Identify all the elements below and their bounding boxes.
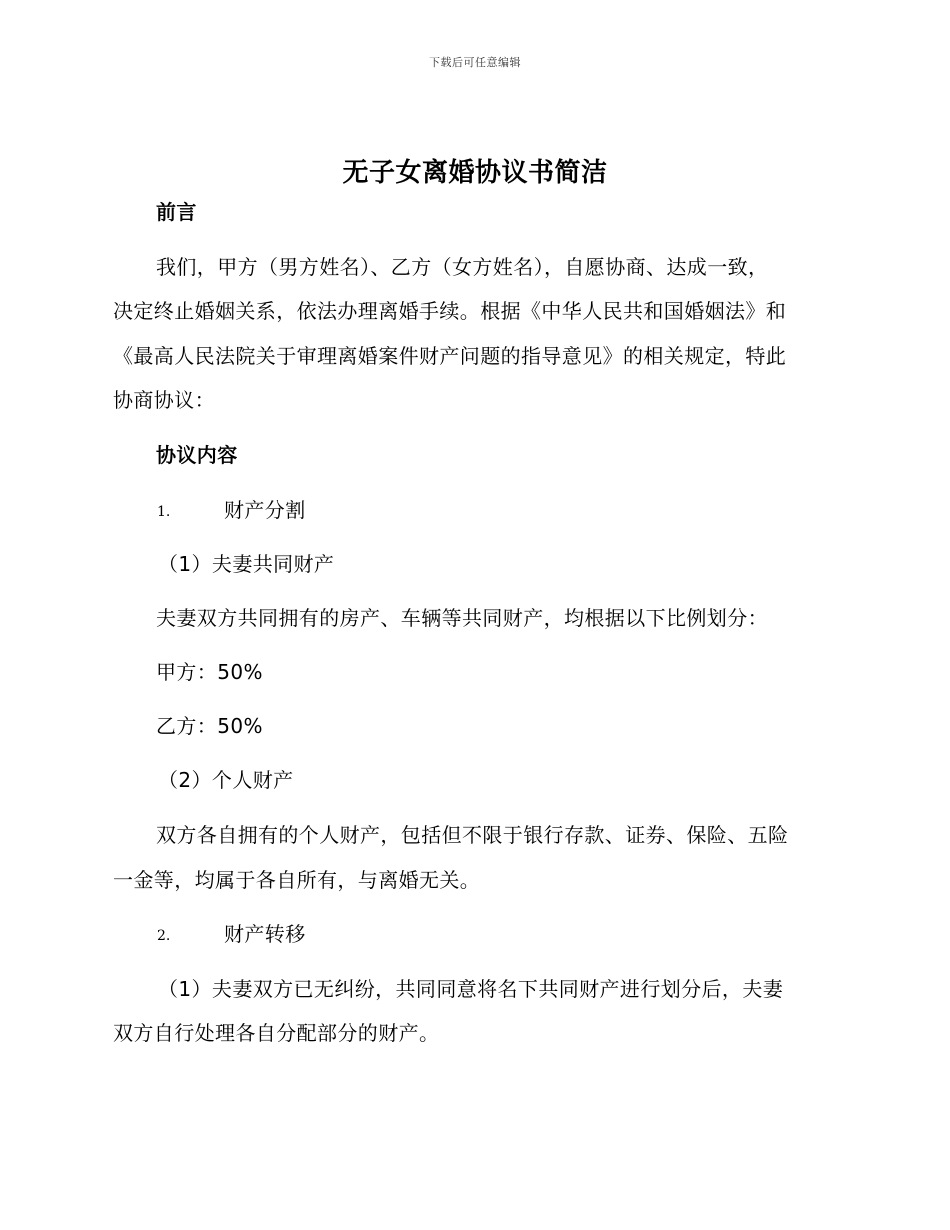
party-b-share: 乙方：50%: [156, 714, 263, 738]
preface-line-4: 协商协议：: [113, 388, 215, 412]
content-heading: 协议内容: [156, 443, 238, 467]
section-1-sub2-line-1: 双方各自拥有的个人财产，包括但不限于银行存款、证券、保险、五险: [156, 823, 789, 847]
section-2-sub1-line-2: 双方自行处理各自分配部分的财产。: [113, 1021, 440, 1045]
section-1-sub2-line-2: 一金等，均属于各自所有，与离婚无关。: [113, 868, 481, 892]
section-1-number: 1.: [157, 504, 171, 520]
party-a-share: 甲方：50%: [156, 660, 263, 684]
section-2-sub1-line-1: （1）夫妻双方已无纠纷，共同同意将名下共同财产进行划分后，夫妻: [158, 977, 784, 1001]
preface-line-3: 《最高人民法院关于审理离婚案件财产问题的指导意见》的相关规定，特此: [113, 344, 787, 368]
section-1-sub2-title: （2）个人财产: [158, 768, 294, 792]
preface-line-2: 决定终止婚姻关系，依法办理离婚手续。根据《中华人民共和国婚姻法》和: [113, 299, 787, 323]
section-2-number: 2.: [157, 928, 171, 944]
section-1-label: 财产分割: [224, 498, 306, 522]
preface-line-1: 我们，甲方（男方姓名）、乙方（女方姓名），自愿协商、达成一致，: [156, 255, 769, 279]
section-2-label: 财产转移: [224, 922, 306, 946]
page-header: 下载后可任意编辑: [429, 56, 521, 69]
document-title: 无子女离婚协议书简洁: [342, 158, 608, 188]
section-1-sub1-title: （1）夫妻共同财产: [158, 552, 335, 576]
section-1-sub1-text: 夫妻双方共同拥有的房产、车辆等共同财产，均根据以下比例划分：: [156, 606, 768, 630]
preface-heading: 前言: [156, 200, 197, 224]
